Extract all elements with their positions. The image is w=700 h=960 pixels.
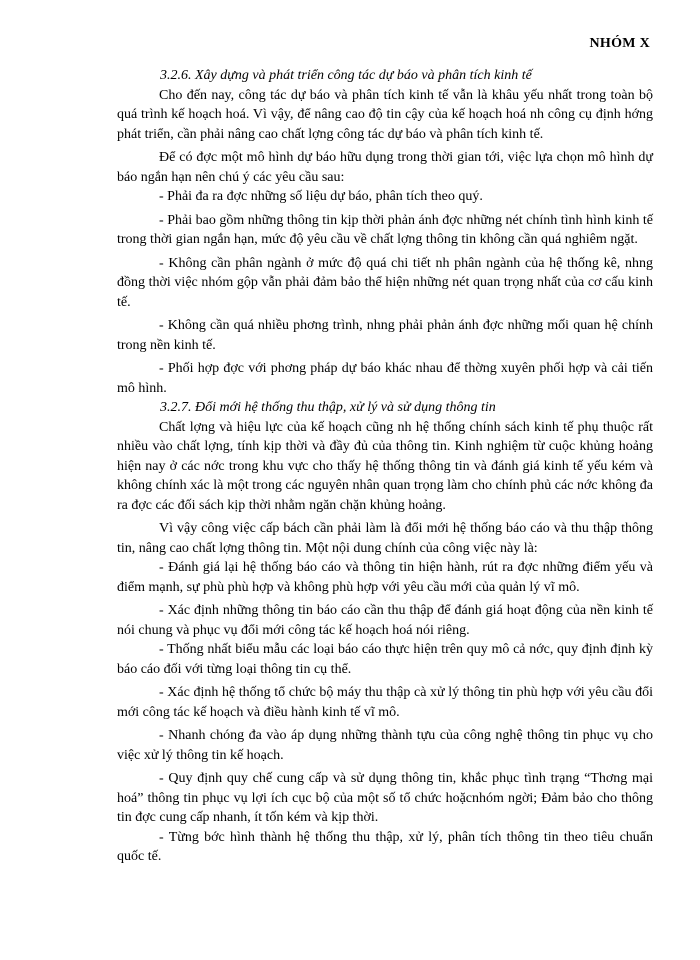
list-item: - Không cần phân ngành ở mức độ quá chi tiết nh phân ngành của hệ thống kê, nhng đồng thời việc nhóm gộp vẫn phải đảm bảo thể hiện những nét quan trọng nhất của cơ cấu kinh tế. bbox=[117, 255, 653, 310]
paragraph: Cho đến nay, công tác dự báo và phân tích kinh tế vẫn là khâu yếu nhất trong toàn bộ quá trình kế hoạch hoá. Vì vậy, để nâng cao độ tin cậy của kế hoạch hoá nh công cụ định hớng phát triển, cần phải nâng cao chất lợng công tác dự báo và phân tích kinh tế. bbox=[117, 87, 653, 142]
list-item: - Xác định những thông tin báo cáo cần thu thập để đánh giá hoạt động của nền kinh tế nói chung và phục vụ đổi mới công tác kế hoạch hoá nói riêng. bbox=[117, 603, 653, 638]
list-item: - Phải bao gồm những thông tin kịp thời phản ánh đợc những nét chính tình hình kinh tế trong thời gian ngắn hạn, mức độ yêu cầu về chất lợng thông tin không cần quá nghiêm ngặt. bbox=[117, 212, 653, 247]
list-item: - Nhanh chóng đa vào áp dụng những thành tựu của công nghệ thông tin phục vụ cho việc xử lý thông tin kế hoạch. bbox=[117, 728, 653, 763]
list-item: - Từng bớc hình thành hệ thống thu thập, xử lý, phân tích thông tin theo tiêu chuẩn quốc tế. bbox=[117, 829, 653, 864]
document-body bbox=[117, 66, 653, 867]
paragraph: Chất lợng và hiệu lực của kế hoạch cũng nh hệ thống chính sách kinh tế phụ thuộc rất nhiều vào chất lợng, tính kịp thời và đầy đủ của thông tin. Kinh nghiệm từ cuộc khủng hoảng hiện nay ở các nớc trong khu vực cho thấy hệ thống thông tin và đánh giá kinh tế yếu kém và không chính xác là một trong các nguyên nhân quan trọng làm cho chính phủ các nớc không đa ra đợc các đối sách kịp thời nhằm ngăn chặn khủng hoảng. bbox=[117, 419, 653, 513]
list-item: - Không cần quá nhiều phơng trình, nhng phải phản ánh đợc những mối quan hệ chính trong nền kinh tế. bbox=[117, 318, 653, 353]
section-heading-3-2-7: 3.2.7. Đổi mới hệ thống thu thập, xử lý và sử dụng thông tin bbox=[160, 400, 496, 415]
list-item: - Xác định hệ thống tổ chức bộ máy thu thập cà xử lý thông tin phù hợp với yêu cầu đổi mới công tác kế hoạch và điều hành kinh tế vĩ mô. bbox=[117, 685, 653, 720]
paragraph: Vì vậy công việc cấp bách cần phải làm là đổi mới hệ thống báo cáo và thu thập thông tin, nâng cao chất lợng thông tin. Một nội dung chính của công việc này là: bbox=[117, 521, 653, 556]
section-heading-3-2-6: 3.2.6. Xây dựng và phát triển công tác dự báo và phân tích kinh tế bbox=[160, 68, 532, 83]
paragraph: Để có đợc một mô hình dự báo hữu dụng trong thời gian tới, việc lựa chọn mô hình dự báo ngắn hạn nên chú ý các yêu cầu sau: bbox=[117, 150, 653, 185]
list-item: - Phối hợp đợc với phơng pháp dự báo khác nhau để thờng xuyên phối hợp và cải tiến mô hình. bbox=[117, 361, 653, 396]
list-item: - Đánh giá lại hệ thống báo cáo và thông tin hiện hành, rút ra đợc những điểm yếu và điểm mạnh, sự phù phù hợp và không phù hợp với yêu cầu mới của quản lý vĩ mô. bbox=[117, 560, 653, 595]
list-item: - Quy định quy chế cung cấp và sử dụng thông tin, khắc phục tình trạng “Thơng mại hoá” thông tin phục vụ lợi ích cục bộ của một số tổ chức hoặcnhóm ngời; Đảm bảo cho thông tin đợc cung cấp nhanh, ít tốn kém và kịp thời. bbox=[117, 771, 653, 825]
list-item: - Thống nhất biểu mẫu các loại báo cáo thực hiện trên quy mô cả nớc, quy định định kỳ báo cáo đối với từng loại thông tin cụ thể. bbox=[117, 642, 653, 677]
group-label: NHÓM X bbox=[589, 36, 650, 51]
list-item: - Phải đa ra đợc những số liệu dự báo, phân tích theo quý. bbox=[159, 189, 483, 204]
